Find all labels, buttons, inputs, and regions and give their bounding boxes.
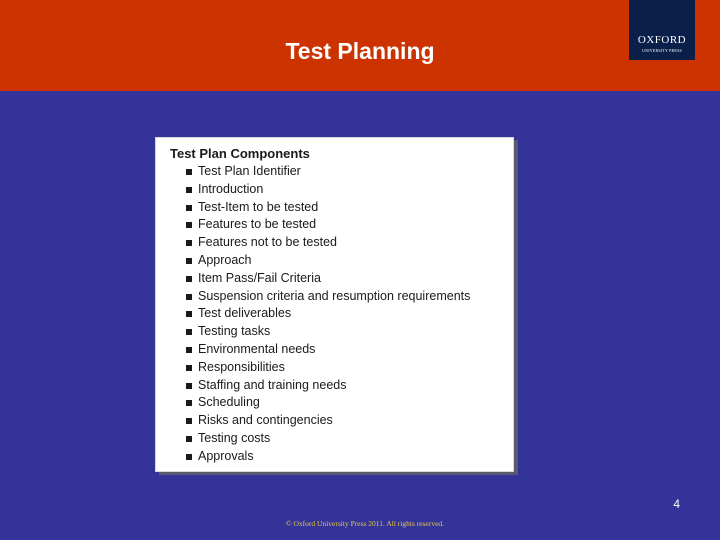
list-item	[155, 216, 514, 234]
copyright-notice: © Oxford University Press 2011. All rights reserved.	[285, 519, 445, 528]
square-bullet-icon	[186, 187, 192, 193]
list-item-text: Test-Item to be tested	[198, 199, 319, 214]
square-bullet-icon	[186, 383, 192, 389]
list-item	[155, 181, 514, 199]
list-item	[155, 341, 514, 359]
list-item-text: Staffing and training needs	[198, 377, 347, 392]
square-bullet-icon	[186, 240, 192, 246]
list-item	[155, 412, 514, 430]
list-item-text: Approvals	[198, 448, 254, 463]
list-item-text: Test deliverables	[198, 306, 292, 321]
square-bullet-icon	[186, 454, 192, 460]
square-bullet-icon	[186, 258, 192, 264]
square-bullet-icon	[186, 276, 192, 282]
list-item	[155, 359, 514, 377]
list-item-text: Responsibilities	[198, 359, 285, 374]
component-list	[155, 163, 514, 466]
list-item	[155, 323, 514, 341]
list-item	[155, 377, 514, 395]
oxford-logo	[629, 0, 695, 60]
list-item-text: Features to be tested	[198, 217, 317, 232]
test-plan-panel	[155, 137, 514, 472]
square-bullet-icon	[186, 205, 192, 211]
logo-subtitle: UNIVERSITY PRESS	[642, 48, 682, 53]
square-bullet-icon	[186, 347, 192, 353]
list-item	[155, 270, 514, 288]
list-item-text: Scheduling	[198, 395, 260, 410]
square-bullet-icon	[186, 294, 192, 300]
header-bar	[0, 0, 720, 91]
page-number: 4	[673, 497, 680, 511]
list-item-text: Suspension criteria and resumption requirements	[198, 288, 471, 303]
logo-wordmark: OXFORD	[637, 34, 687, 46]
list-item-text: Testing tasks	[198, 324, 271, 339]
square-bullet-icon	[186, 418, 192, 424]
square-bullet-icon	[186, 329, 192, 335]
list-item	[155, 199, 514, 217]
list-item	[155, 234, 514, 252]
list-item	[155, 430, 514, 448]
square-bullet-icon	[186, 222, 192, 228]
square-bullet-icon	[186, 436, 192, 442]
list-item	[155, 448, 514, 466]
square-bullet-icon	[186, 311, 192, 317]
list-item	[155, 163, 514, 181]
square-bullet-icon	[186, 400, 192, 406]
list-item-text: Testing costs	[198, 430, 271, 445]
list-item	[155, 305, 514, 323]
panel-heading: Test Plan Components	[170, 146, 310, 161]
list-item-text: Features not to be tested	[198, 235, 337, 250]
list-item	[155, 252, 514, 270]
list-item	[155, 288, 514, 306]
list-item-text: Item Pass/Fail Criteria	[198, 270, 321, 285]
list-item-text: Environmental needs	[198, 341, 316, 356]
list-item-text: Test Plan Identifier	[198, 164, 301, 178]
list-item-text: Approach	[198, 252, 252, 267]
slide-title: Test Planning	[285, 38, 435, 64]
list-item	[155, 394, 514, 412]
square-bullet-icon	[186, 169, 192, 175]
list-item-text: Risks and contingencies	[198, 413, 333, 428]
square-bullet-icon	[186, 365, 192, 371]
list-item-text: Introduction	[198, 181, 264, 196]
